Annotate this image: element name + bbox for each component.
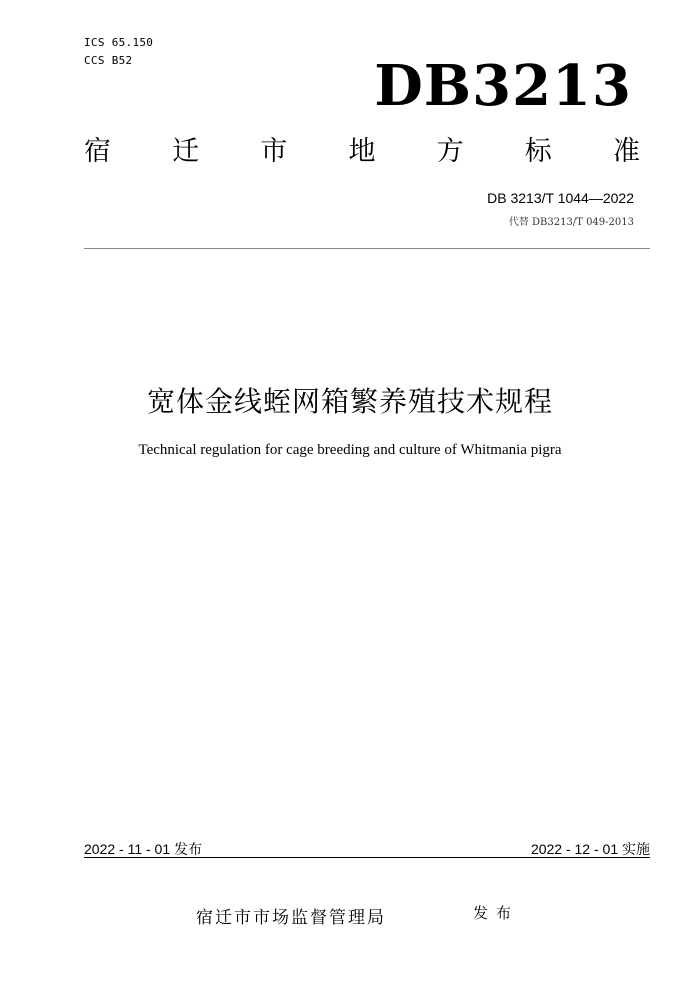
standard-type-char: 地 [348,136,376,167]
standard-type-char: 迁 [172,136,200,167]
publish-date: 2022 - 11 - 01 发布 [84,841,203,857]
standard-type-char: 方 [436,136,464,167]
standard-type-char: 准 [612,136,640,167]
issue-label: 发布 [473,904,520,922]
document-title-chinese: 宽体金线蛭网箱繁养殖技术规程 [146,385,553,418]
footer-divider [84,857,650,858]
header-divider [84,248,650,249]
document-title-english: Technical regulation for cage breeding and culture of Whitmania pigra [138,442,562,458]
ccs-code: CCS B52 [84,54,133,67]
standard-number: DB 3213/T 1044—2022 [487,190,634,206]
standard-type-char: 标 [524,136,552,167]
standard-logo: DB3213 [374,53,632,119]
standard-type-char: 宿 [84,136,111,167]
implementation-date: 2022 - 12 - 01 实施 [530,841,650,857]
replaces-standard: 代替 DB3213/T 049-2013 [508,217,634,228]
issuing-authority: 宿迁市市场监督管理局 [196,908,386,928]
standard-type-char: 市 [260,136,288,167]
ics-code: ICS 65.150 [84,36,154,49]
standard-type-heading [84,138,640,165]
